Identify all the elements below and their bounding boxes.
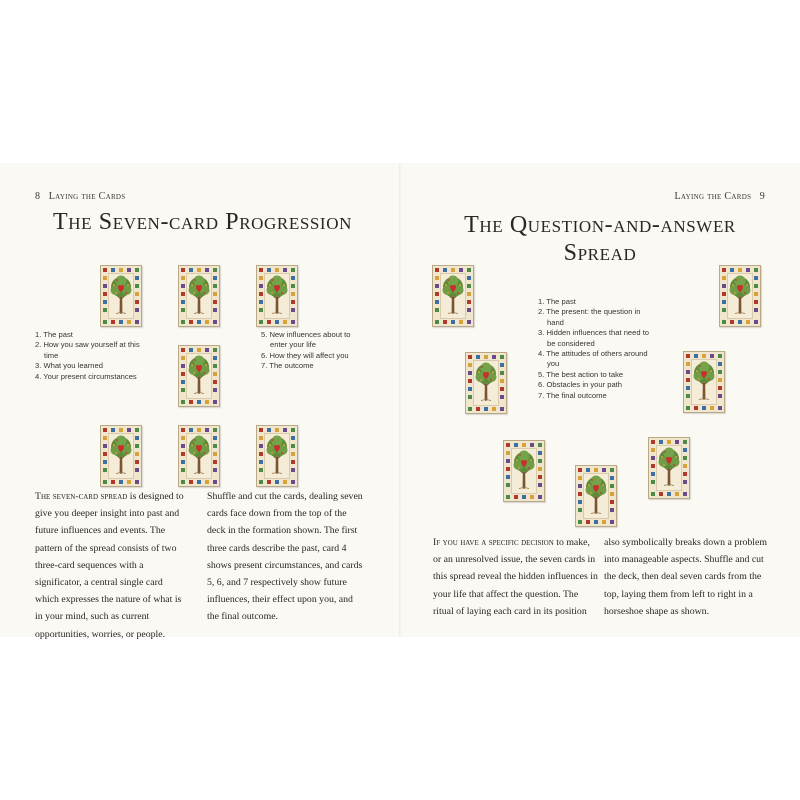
tree-card-image	[179, 426, 219, 486]
position-item: 4. The attitudes of others around you	[538, 349, 648, 369]
tree-card-image	[504, 441, 544, 501]
right-body-text-1: to make, or an unresolved issue, the seven cards in this spread reveal the hidden influences in your life that affect the question. The ritual of laying each card in its position	[433, 537, 598, 617]
left-body-column-1	[35, 488, 187, 643]
position-item: 4. Your present circumstances	[35, 371, 137, 381]
left-positions-list-a	[35, 330, 143, 382]
left-body-text-1: is designed to give you deeper insight into past and future influences and events. The pattern of the spread consists of two three-card sequences with a significator, a central single card which expresses the nature of what is in your mind, such as current opportunities, worries, or people.	[35, 491, 184, 640]
spread-card-6	[683, 351, 725, 413]
book-gutter	[399, 163, 401, 637]
tree-card-image	[684, 352, 724, 412]
tree-card-image	[179, 346, 219, 406]
position-item: 7. The outcome	[261, 361, 314, 371]
spread-card-4	[575, 465, 617, 527]
tree-card-image	[576, 466, 616, 526]
tree-card-image	[257, 426, 297, 486]
tree-card-image	[101, 266, 141, 326]
position-item: 7. The final outcome	[538, 390, 607, 400]
spread-card-7	[719, 265, 761, 327]
position-item: 6. Obstacles in your path	[538, 380, 622, 390]
tree-card-image	[466, 353, 506, 413]
tree-card-image	[720, 266, 760, 326]
spread-card-1	[100, 265, 142, 327]
position-item: 5. The best action to take	[538, 369, 624, 379]
position-item: 5. New influences about to enter your life	[261, 330, 351, 350]
tree-card-image	[101, 426, 141, 486]
spread-card-4	[178, 345, 220, 407]
right-body-column-2: also symbolically breaks down a problem into manageable aspects. Shuffle and cut the deck, then deal seven cards from the top, laying them from left to right in a horseshoe shape as shown.	[604, 537, 767, 617]
left-running-head-text: Laying the Cards	[48, 191, 126, 202]
spread-card-3	[256, 265, 298, 327]
spread-card-2	[465, 352, 507, 414]
spread-card-7	[256, 425, 298, 487]
right-page-number: 9	[759, 191, 765, 202]
left-body-column-2: Shuffle and cut the cards, dealing seven cards face down from the top of the deck in the formation shown. The first three cards describe the past, card 4 shows present circumstances, and cards 5, 6, and 7 respectively show future influences, their effect upon you, and the final outcome.	[207, 491, 363, 623]
spread-card-2	[178, 265, 220, 327]
spread-card-5	[100, 425, 142, 487]
position-item: 6. How they will affect you	[261, 350, 349, 360]
right-positions-list	[538, 297, 658, 401]
position-item: 2. The present: the question in hand	[538, 307, 641, 327]
tree-card-image	[433, 266, 473, 326]
position-item: 3. Hidden influences that need to be considered	[538, 328, 650, 348]
left-running-head	[35, 191, 126, 202]
left-page-title: The Seven-card Progression	[53, 209, 352, 235]
tree-card-image	[179, 266, 219, 326]
spread-card-6	[178, 425, 220, 487]
right-page-title-line-1: The Question-and-answer	[464, 212, 736, 238]
position-item: 2. How you saw yourself at this time	[35, 340, 140, 360]
left-positions-list-b	[261, 330, 361, 372]
position-item: 3. What you learned	[35, 361, 103, 371]
spread-card-3	[503, 440, 545, 502]
tree-card-image	[257, 266, 297, 326]
right-page-title-line-2: Spread	[563, 240, 637, 266]
position-item: 1. The past	[35, 330, 73, 339]
spread-card-1	[432, 265, 474, 327]
left-body-lead: The seven-card spread	[35, 491, 128, 502]
right-running-head	[662, 191, 765, 202]
spread-card-5	[648, 437, 690, 499]
left-page-number: 8	[35, 191, 41, 202]
position-item: 1. The past	[538, 297, 576, 306]
right-body-lead: If you have a specific decision	[433, 537, 554, 548]
right-body-column-1	[433, 534, 598, 620]
tree-card-image	[649, 438, 689, 498]
right-running-head-text: Laying the Cards	[674, 191, 752, 202]
